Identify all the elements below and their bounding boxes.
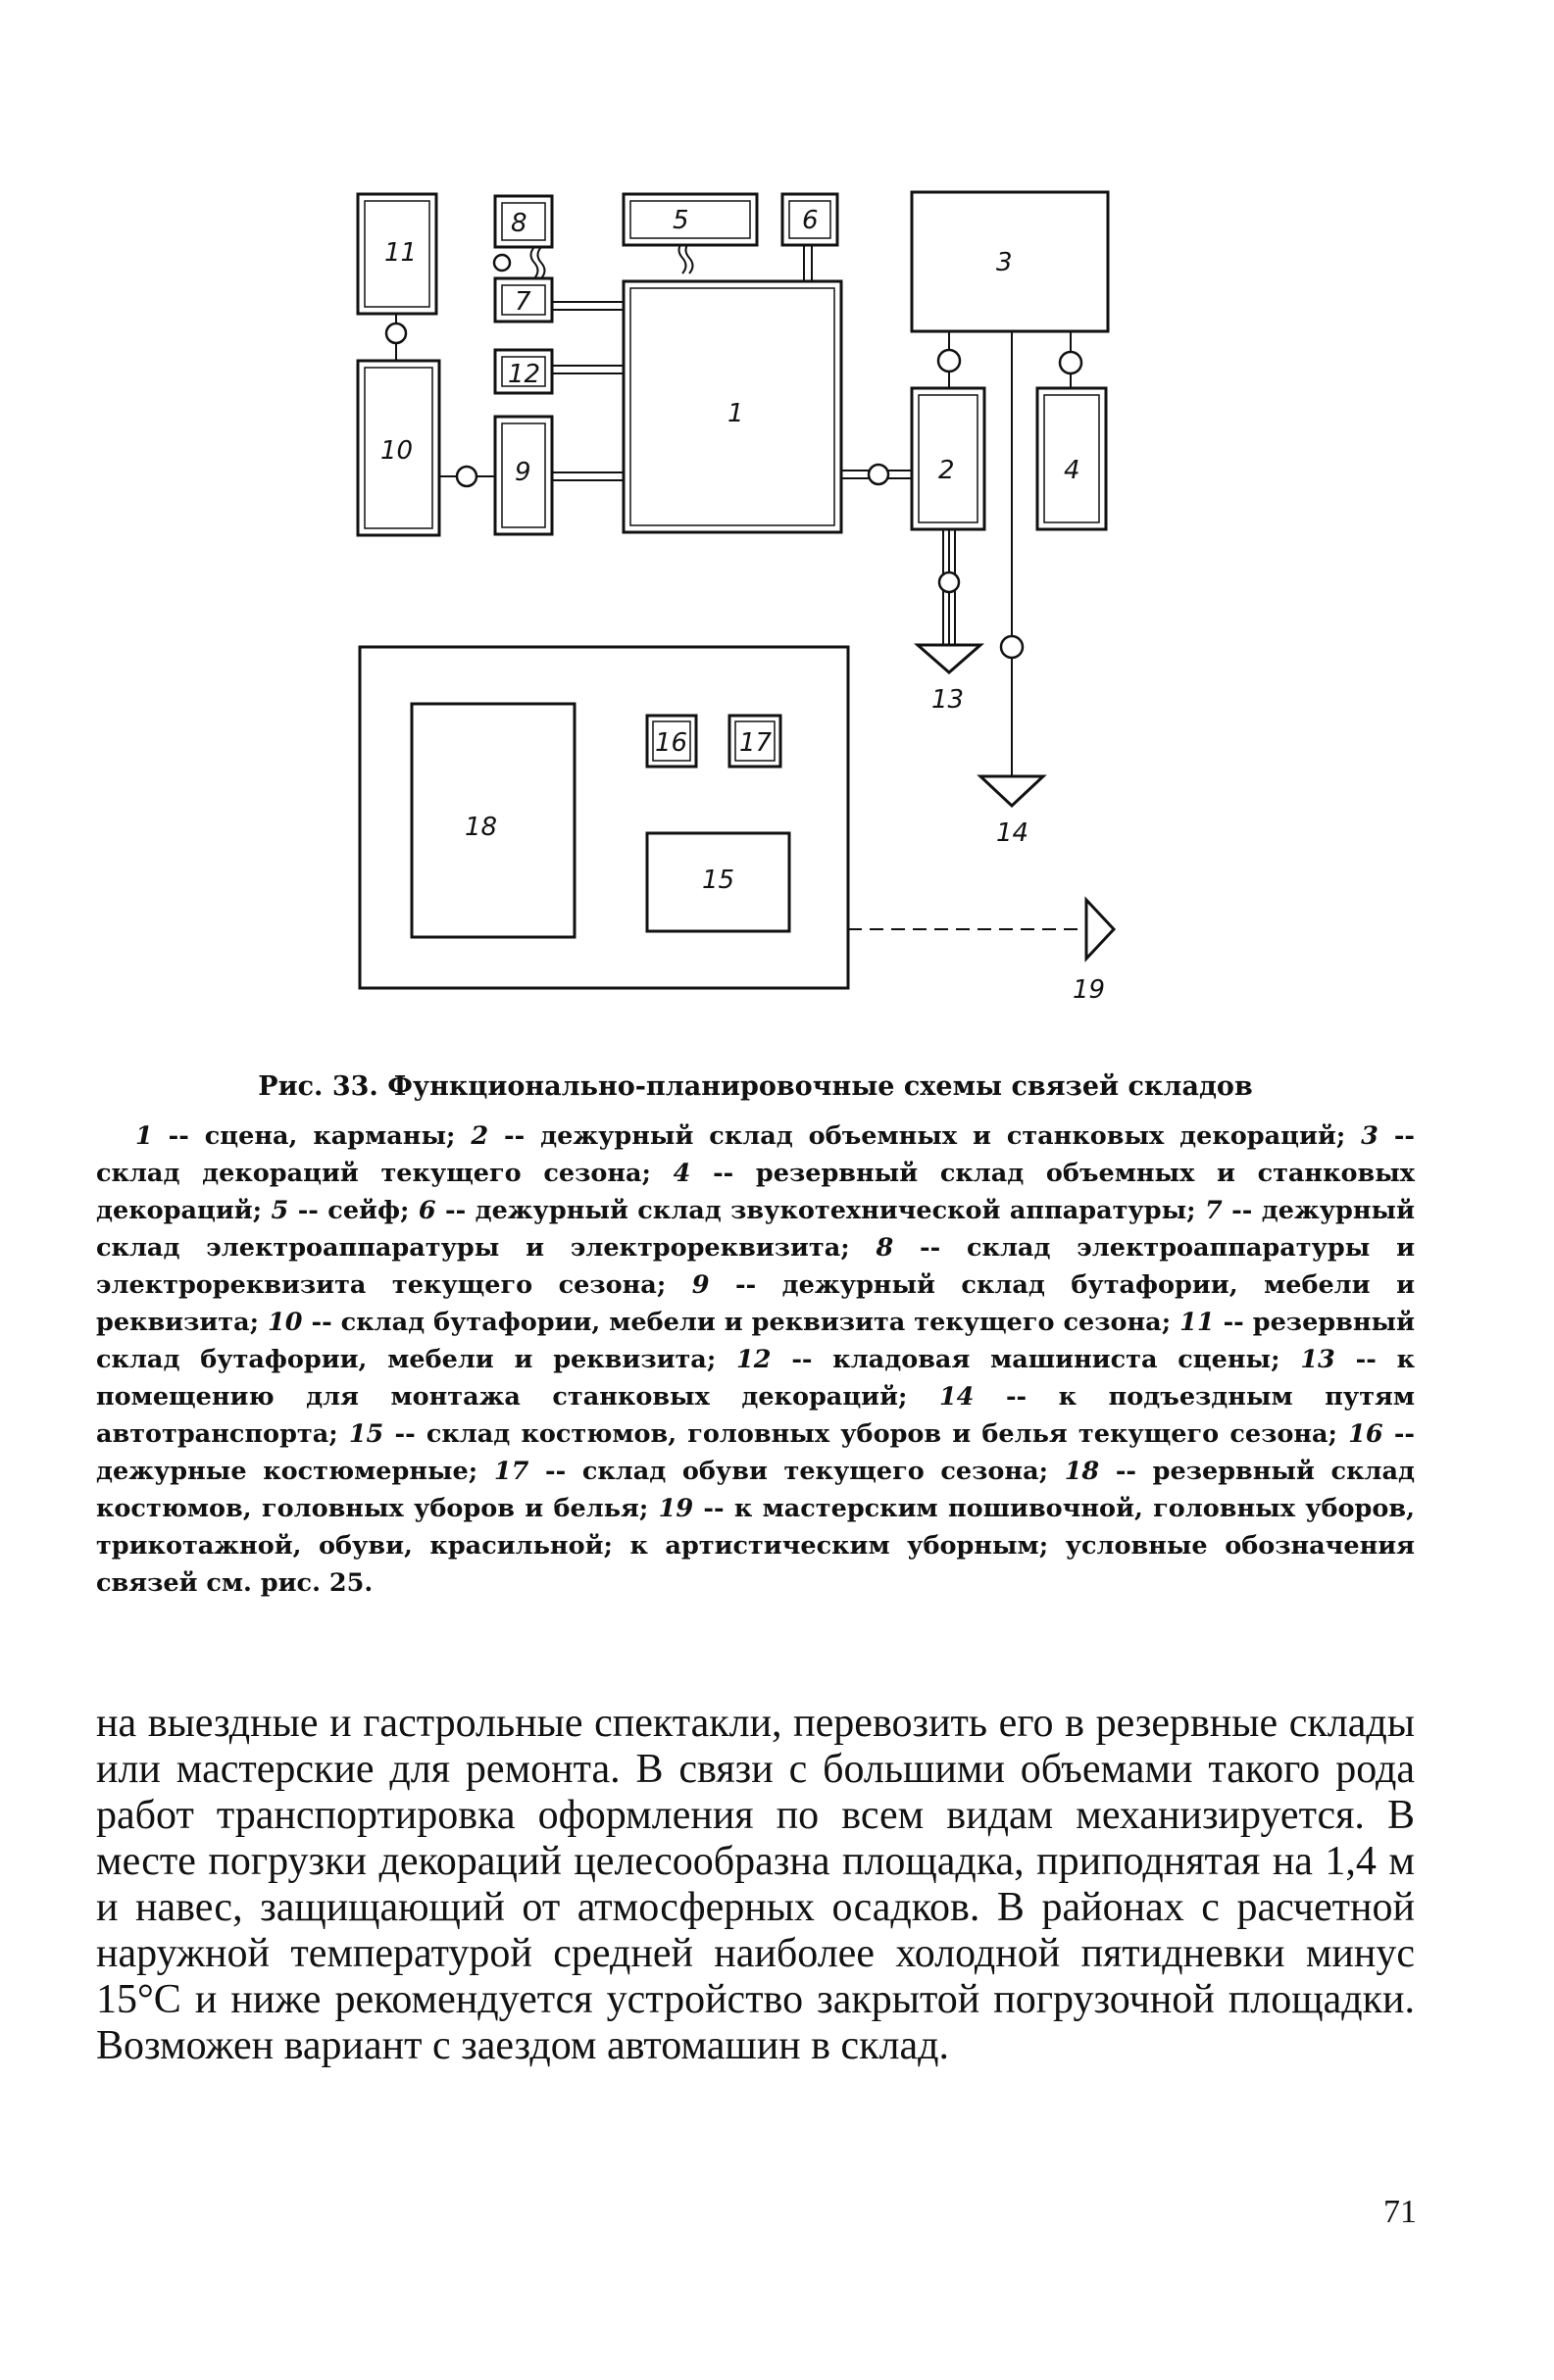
legend-number: 14 [938,1382,975,1412]
legend-number: 2 [471,1121,489,1151]
label-9: 9 [515,458,531,487]
arrow-19 [1086,900,1114,959]
label-19: 19 [1073,975,1106,1005]
page-number: 71 [1383,2194,1417,2230]
legend-number: 1 [135,1121,153,1151]
label-4: 4 [1064,456,1080,485]
legend-number: 5 [271,1196,289,1225]
label-14: 14 [996,818,1029,848]
legend-text: -- дежурный склад объемных и станковых декораций; [488,1121,1362,1151]
label-8: 8 [511,209,527,238]
label-16: 16 [655,728,688,758]
legend-number: 11 [1179,1308,1215,1337]
label-1: 1 [727,399,744,428]
label-18: 18 [465,813,498,842]
legend-number: 17 [493,1457,529,1486]
legend-number: 12 [736,1345,772,1374]
legend-number: 7 [1204,1196,1223,1225]
legend-text: -- дежурный склад электроаппаратуры и электрореквизита; [96,1196,1416,1263]
link-node [939,572,959,592]
figure-caption [96,1068,1415,1602]
link-8-7 [531,247,538,278]
legend-text: -- к помещению для монтажа станковых декораций; [96,1345,1415,1412]
link-5-1 [679,242,686,273]
legend-text: -- склад бутафории, мебели и реквизита текущего сезона; [302,1308,1180,1337]
link-node [1001,636,1023,658]
label-3: 3 [996,248,1013,277]
legend-text: -- к мастерским пошивочной, головных уборов, трикотажной, обуви, красильной; к артистическим уборным; условные обозначения связей см. рис. 25. [96,1494,1415,1598]
arrow-13 [918,645,980,672]
legend-number: 10 [268,1308,303,1337]
link-node [386,323,406,343]
label-13: 13 [931,685,965,715]
legend-text: -- резервный склад объемных и станковых декораций; [96,1159,1415,1225]
legend-number: 19 [658,1494,694,1523]
legend-number: 13 [1300,1345,1335,1374]
legend-text: -- сцена, карманы; [152,1121,472,1151]
legend-text: -- кладовая машиниста сцены; [771,1345,1301,1374]
legend-text: -- дежурный склад звукотехнической аппаратуры; [435,1196,1205,1225]
legend-text: -- к подъездным путям автотранспорта; [96,1382,1415,1449]
legend-number: 15 [348,1419,384,1449]
link-node [457,467,476,486]
legend-number: 18 [1064,1457,1100,1486]
body-paragraph: на выездные и гастрольные спектакли, перевозить его в резервные склады или мастерские для ремонта. В связи с большими объемами такого рода работ транспортировка оформления по всем видам механизируется. В месте погрузки декораций целесообразна площадка, приподнятая на 1,4 м и навес, защищающий от атмосферных осадков. В районах с расчетной наружной температурой средней наиболее холодной пятидневки минус 15°С и ниже рекомендуется устройство закрытой погрузочной площадки. Возможен вариант с заездом автомашин в склад. [96,1701,1415,2068]
legend-number: 8 [876,1233,894,1263]
caption-title: Рис. 33. Функционально-планировочные схемы связей складов [258,1071,1253,1102]
label-15: 15 [702,866,735,895]
block-5 [624,194,757,245]
legend-number: 4 [673,1159,691,1188]
arrow-14 [980,776,1043,806]
label-12: 12 [508,360,541,389]
legend-number: 9 [691,1270,710,1300]
label-5: 5 [673,206,689,235]
legend-number: 16 [1348,1419,1383,1449]
label-6: 6 [802,206,819,235]
link-node [1060,352,1081,373]
legend-text: -- склад костюмов, головных уборов и белья текущего сезона; [383,1419,1349,1449]
label-11: 11 [384,238,418,268]
label-2: 2 [938,456,955,485]
link-node [869,465,888,484]
legend-number: 6 [418,1196,436,1225]
label-7: 7 [515,287,531,317]
label-10: 10 [380,436,414,466]
label-17: 17 [739,728,773,758]
legend-text: -- сейф; [288,1196,419,1225]
legend-number: 3 [1361,1121,1379,1151]
legend-text: -- склад обуви текущего сезона; [528,1457,1065,1486]
legend-text: -- дежурные костюмерные; [96,1419,1415,1486]
legend-text: -- резервный склад бутафории, мебели и реквизита; [96,1308,1415,1374]
link-node [494,255,510,271]
functional-diagram [0,0,1554,1019]
caption-legend [96,1117,1415,1602]
legend-text: -- дежурный склад бутафории, мебели и реквизита; [96,1270,1415,1337]
legend-text: -- резервный склад костюмов, головных уборов и белья; [96,1457,1415,1523]
legend-text: -- склад электроаппаратуры и электрореквизита текущего сезона; [96,1233,1416,1300]
legend-text: -- склад декораций текущего сезона; [96,1121,1415,1188]
link-node [938,350,960,372]
